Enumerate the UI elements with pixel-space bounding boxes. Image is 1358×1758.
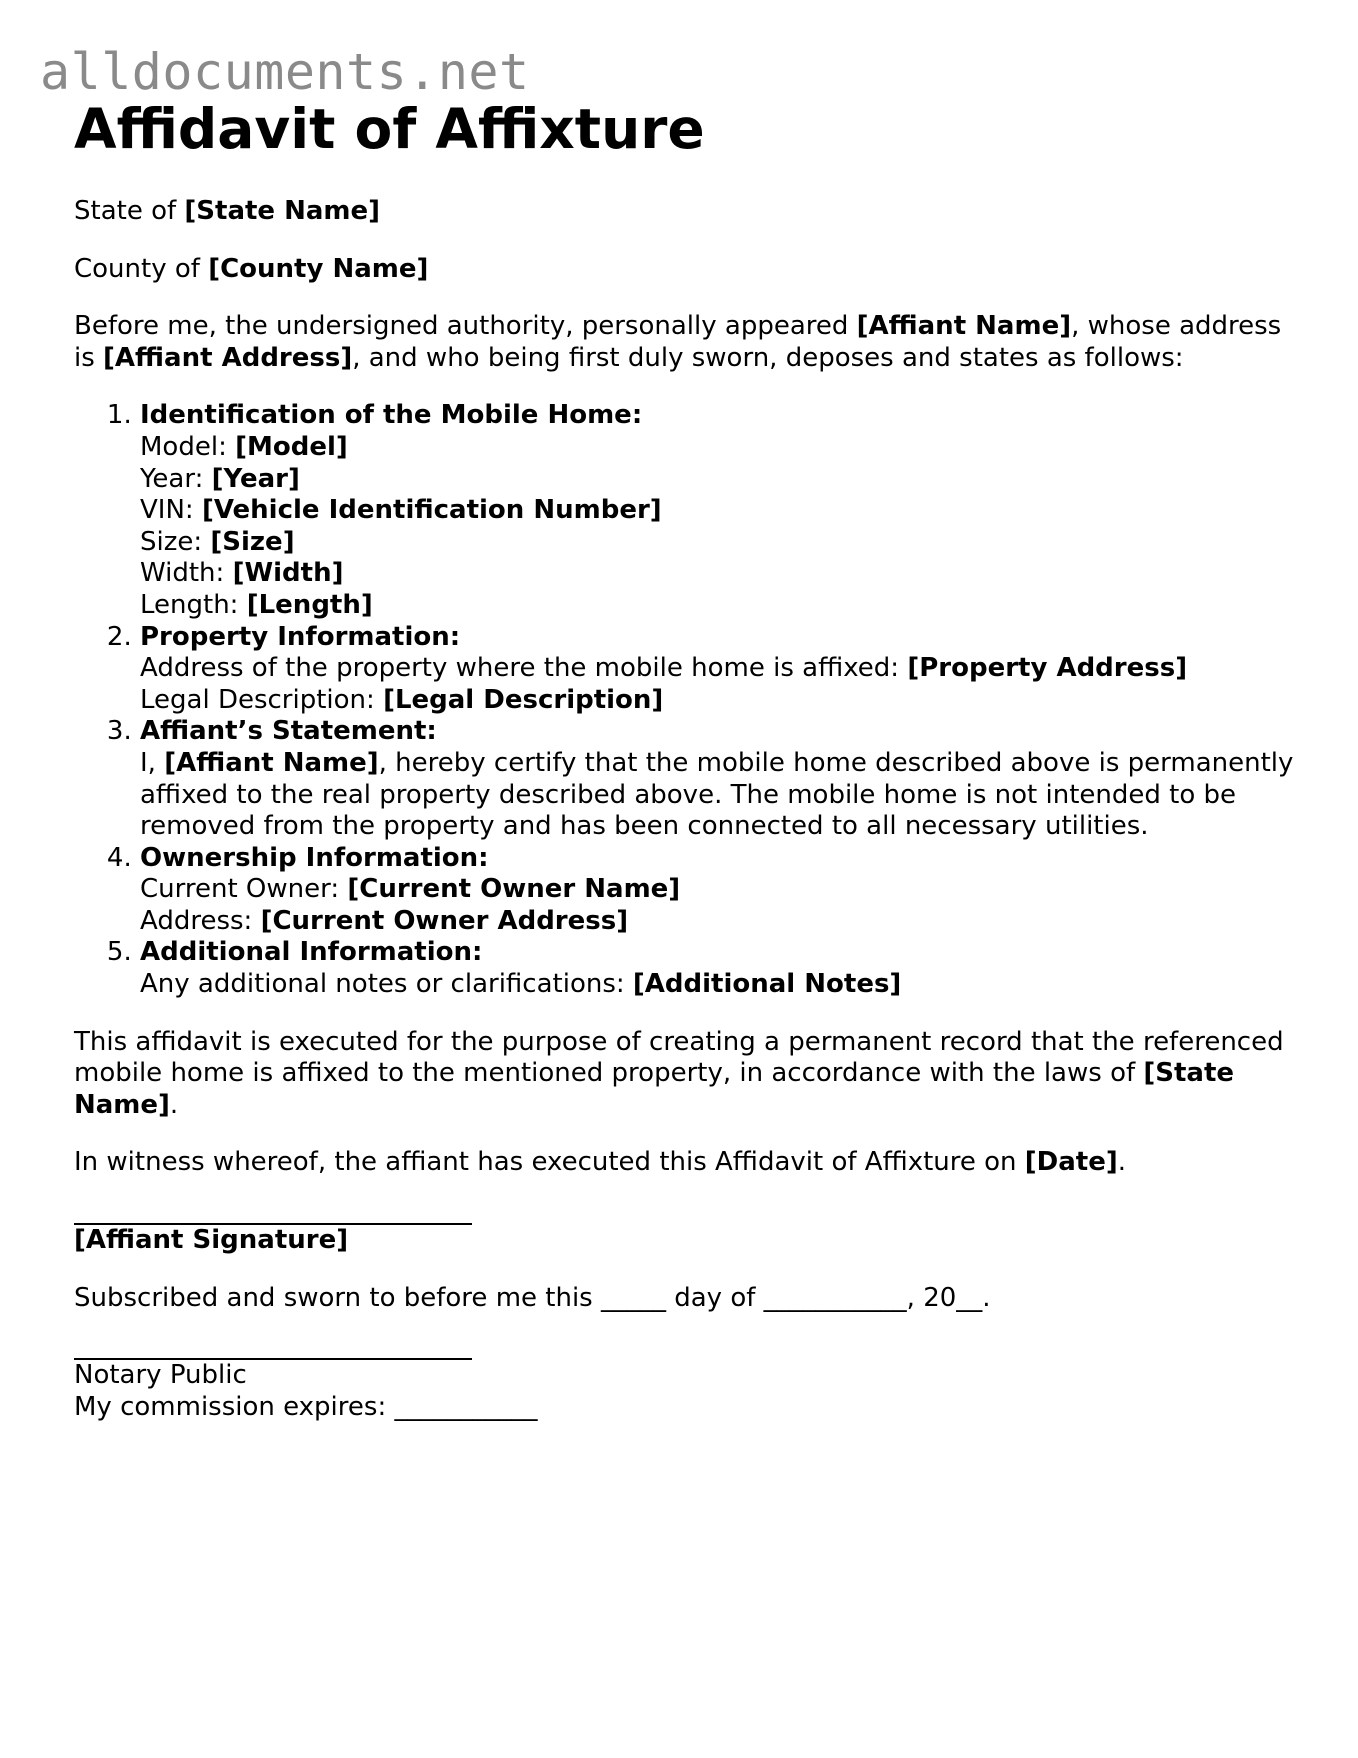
property-address-line bbox=[140, 653, 1294, 685]
witness-paragraph bbox=[74, 1147, 1294, 1179]
affiant-name: [Affiant Name] bbox=[856, 311, 1072, 342]
width-value: [Width] bbox=[232, 558, 344, 589]
property-address-label: Address of the property where the mobile home is affixed: bbox=[140, 653, 908, 684]
length-label: Length: bbox=[140, 589, 247, 620]
state-label: State of bbox=[74, 196, 185, 226]
affiant-signature-line[interactable] bbox=[74, 1193, 472, 1225]
affiant-statement bbox=[140, 748, 1294, 843]
purpose-paragraph bbox=[74, 1027, 1294, 1122]
additional-notes-value: [Additional Notes] bbox=[632, 969, 902, 1000]
item-heading: 4. Ownership Information: bbox=[140, 842, 489, 873]
witness-text-2: . bbox=[1117, 1147, 1127, 1178]
additional-notes-label: Any additional notes or clarifications: bbox=[140, 969, 633, 1000]
purpose-state: [State Name] bbox=[74, 1058, 1235, 1120]
subscribed-line: Subscribed and sworn to before me this _____ day of ___________, 20__. bbox=[74, 1282, 991, 1313]
statement-text-2: , hereby certify that the mobile home described above is permanently affixed to the real property described above. The mobile home is not intended to be removed from the property and has been connected to all necessary utilities. bbox=[140, 747, 1294, 842]
width-line bbox=[140, 558, 1294, 590]
width-label: Width: bbox=[140, 558, 233, 589]
statement-text-1: I, bbox=[140, 747, 165, 778]
owner-address-label: Address: bbox=[140, 905, 261, 936]
witness-text-1: In witness whereof, the affiant has executed this Affidavit of Affixture on bbox=[74, 1147, 1025, 1178]
county-value: [County Name] bbox=[208, 253, 429, 284]
intro-text-2: , whose address is bbox=[74, 311, 1282, 373]
additional-notes-line bbox=[140, 969, 1294, 1001]
year-value: [Year] bbox=[211, 463, 300, 494]
document-title: Affidavit of Affixture bbox=[74, 97, 705, 161]
list-item bbox=[140, 622, 1294, 717]
current-owner-value: [Current Owner Name] bbox=[347, 874, 681, 905]
intro-text-3: , and who being first duly sworn, deposes and states as follows: bbox=[352, 342, 1184, 373]
document-body bbox=[74, 96, 1294, 1423]
watermark: alldocuments.net bbox=[40, 43, 530, 101]
model-line bbox=[140, 432, 1294, 464]
vin-line bbox=[140, 495, 1294, 527]
model-label: Model: bbox=[140, 431, 236, 462]
item-heading: 2. Property Information: bbox=[140, 621, 461, 652]
owner-address-value: [Current Owner Address] bbox=[260, 905, 629, 936]
statement-affiant-name: [Affiant Name] bbox=[164, 747, 379, 778]
item-heading: 3. Affiant’s Statement: bbox=[140, 716, 437, 747]
current-owner-label: Current Owner: bbox=[140, 874, 348, 905]
item-heading: 1. Identification of the Mobile Home: bbox=[140, 400, 643, 431]
length-line bbox=[140, 590, 1294, 622]
property-address-value: [Property Address] bbox=[907, 653, 1188, 684]
intro-text-1: Before me, the undersigned authority, personally appeared bbox=[74, 311, 857, 342]
year-line bbox=[140, 464, 1294, 496]
purpose-text-1: This affidavit is executed for the purpose of creating a permanent record that the referenced mobile home is affixed to the mentioned property, in accordance with the laws of bbox=[74, 1026, 1284, 1089]
state-value: [State Name] bbox=[184, 196, 381, 226]
county-label: County of bbox=[74, 253, 209, 284]
purpose-text-2: . bbox=[169, 1089, 179, 1120]
intro-paragraph bbox=[74, 311, 1294, 374]
year-label: Year: bbox=[140, 463, 212, 494]
affiant-signature-text: [Affiant Signature] bbox=[74, 1225, 349, 1256]
statements-list bbox=[74, 400, 1294, 1000]
item-heading: 5. Additional Information: bbox=[140, 937, 483, 968]
legal-description-line bbox=[140, 685, 1294, 717]
state-line bbox=[74, 196, 1294, 228]
list-item bbox=[140, 937, 1294, 1000]
size-label: Size: bbox=[140, 526, 211, 557]
legal-description-label: Legal Description: bbox=[140, 684, 384, 715]
vin-value: [Vehicle Identification Number] bbox=[201, 495, 662, 526]
witness-date: [Date] bbox=[1024, 1147, 1118, 1178]
list-item bbox=[140, 400, 1294, 621]
owner-address-line bbox=[140, 906, 1294, 938]
notary-signature-line[interactable] bbox=[74, 1328, 472, 1360]
county-line bbox=[74, 254, 1294, 286]
list-item bbox=[140, 843, 1294, 938]
affiant-signature-label bbox=[74, 1225, 1294, 1257]
list-item bbox=[140, 716, 1294, 842]
size-line bbox=[140, 527, 1294, 559]
size-value: [Size] bbox=[210, 526, 295, 557]
legal-description-value: [Legal Description] bbox=[383, 684, 664, 715]
vin-label: VIN: bbox=[140, 495, 202, 526]
commission-expires: My commission expires: ___________ bbox=[74, 1391, 538, 1422]
affiant-address: [Affiant Address] bbox=[103, 342, 353, 373]
length-value: [Length] bbox=[246, 589, 373, 620]
model-value: [Model] bbox=[235, 431, 348, 462]
current-owner-line bbox=[140, 874, 1294, 906]
notary-title: Notary Public bbox=[74, 1360, 247, 1391]
